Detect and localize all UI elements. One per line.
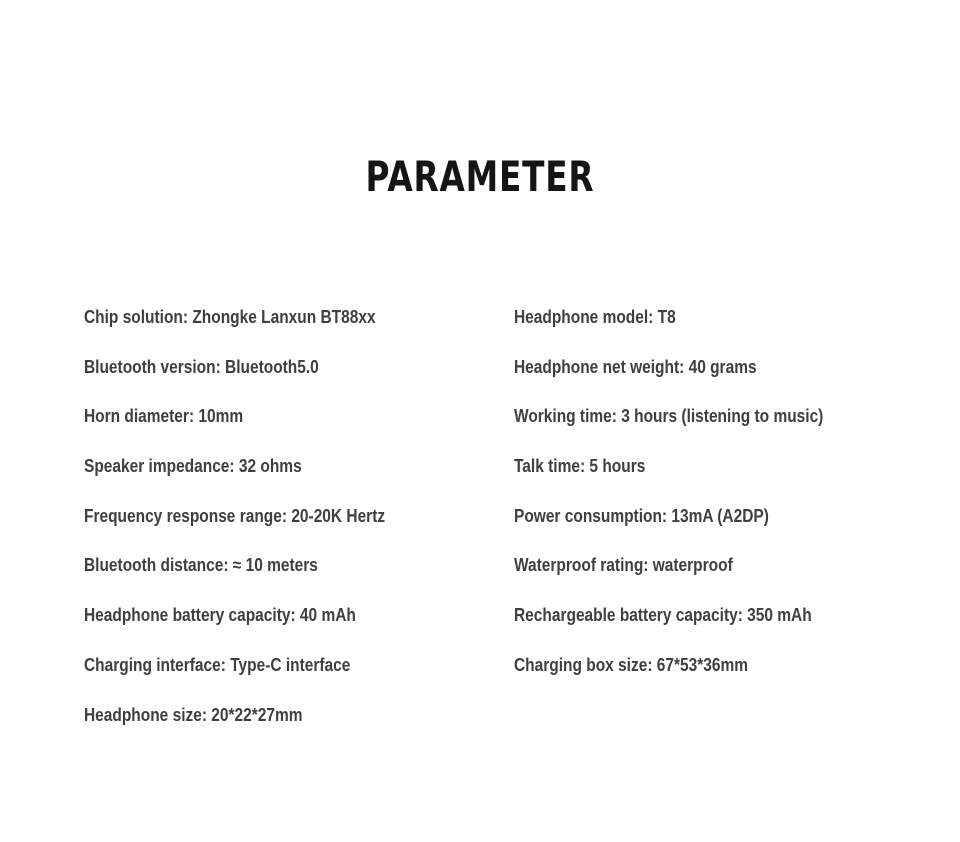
spec-headphone-size: Headphone size: 20*22*27mm — [84, 704, 303, 725]
spec-column-right — [514, 305, 934, 703]
spec-headphone-model: Headphone model: T8 — [514, 307, 676, 327]
spec-waterproof-rating: Waterproof rating: waterproof — [514, 555, 733, 576]
spec-frequency-response: Frequency response range: 20-20K Hertz — [84, 505, 386, 526]
spec-chip-solution: Chip solution: Zhongke Lanxun BT88xx — [84, 307, 376, 327]
spec-headphone-battery: Headphone battery capacity: 40 mAh — [84, 605, 356, 626]
spec-power-consumption: Power consumption: 13mA (A2DP) — [514, 505, 769, 526]
spec-horn-diameter: Horn diameter: 10mm — [84, 406, 244, 427]
spec-box-battery: Rechargeable battery capacity: 350 mAh — [514, 605, 812, 626]
spec-bluetooth-version: Bluetooth version: Bluetooth5.0 — [84, 356, 319, 377]
spec-bluetooth-distance: Bluetooth distance: ≈ 10 meters — [84, 555, 318, 576]
spec-net-weight: Headphone net weight: 40 grams — [514, 356, 757, 377]
spec-charging-interface: Charging interface: Type-C interface — [84, 654, 351, 675]
spec-working-time: Working time: 3 hours (listening to music) — [514, 406, 824, 427]
spec-talk-time: Talk time: 5 hours — [514, 456, 646, 477]
spec-box-size: Charging box size: 67*53*36mm — [514, 654, 749, 675]
spec-list — [0, 305, 960, 745]
spec-column-left — [84, 305, 484, 752]
spec-speaker-impedance: Speaker impedance: 32 ohms — [84, 456, 302, 477]
page-title: PARAMETER — [365, 152, 595, 201]
